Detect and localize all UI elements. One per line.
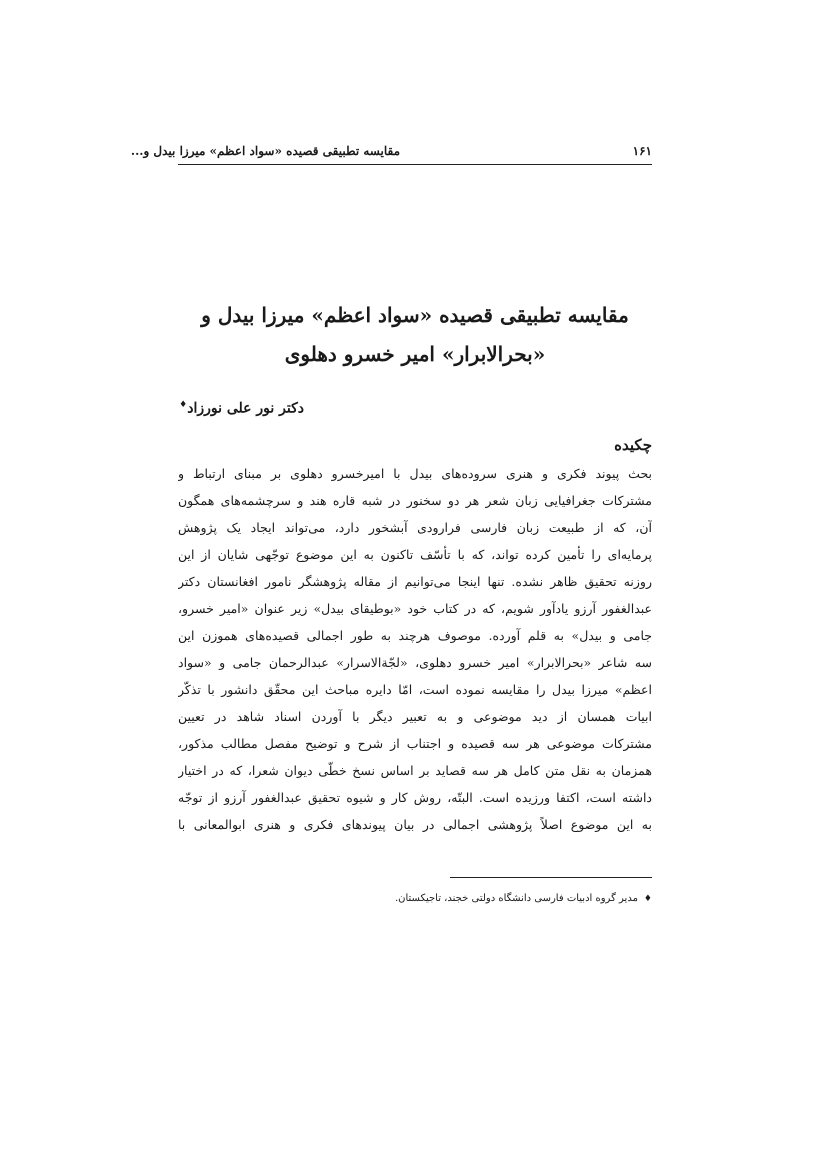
- abstract-heading: چکیده: [614, 436, 652, 454]
- abstract-line: سه شاعر «بحرالابرار» امیر خسرو دهلوی، «لجّةالاسرار» عبدالرحمان جامی و «سواد: [178, 655, 652, 670]
- abstract-line: پرمایه‌ای را تأمین کرده تواند، که با تأسّف تاکنون به این موضوع توجّهی شایان از این: [178, 547, 652, 562]
- abstract-line: عبدالغفور آرزو یادآور شویم، که در کتاب خود «بوطیقای بیدل» زیر عنوان «امیر خسرو،: [178, 601, 652, 616]
- author-name: دکتر نور علی نورزاد: [187, 400, 304, 417]
- abstract-line: مشترکات جغرافیایی زبان شعر هر دو سخنور در شبه قاره هند و سرچشمه‌های همگون: [178, 493, 652, 508]
- abstract-line: جامی و بیدل» به قلم آورده. موصوف هرچند به طور اجمالی قصیده‌های هموزن این: [178, 628, 652, 643]
- article-title: [178, 296, 652, 374]
- abstract-line: روزنه تحقیق ظاهر نشده. تنها اینجا می‌توانیم از مقاله پژوهشگر نامور افغانستان دکتر: [178, 574, 652, 589]
- author-footnote-marker: ♦: [179, 400, 188, 410]
- abstract-line: مشترکات موضوعی هر سه قصیده و اجتناب از شرح و توضیح مفصل مطالب مذکور،: [178, 736, 652, 751]
- abstract-line: اعظم» میرزا بیدل را مقایسه نموده است، امّا دایره مباحث این محقّق دانشور با تذکّر: [178, 682, 652, 697]
- running-header: [130, 142, 652, 165]
- footnote-marker: ♦: [643, 894, 652, 904]
- footnote-separator: [450, 877, 652, 878]
- abstract-line: بحث پیوند فکری و هنری سروده‌های بیدل با امیرخسرو دهلوی بر مبنای ارتباط و: [178, 466, 652, 481]
- abstract-line: آن، که از طبیعت زبان فارسی فرارودی آبشخور دارد، می‌تواند ایجاد یک پژوهش: [178, 520, 652, 535]
- footnote-text: مدیر گروه ادبیات فارسی دانشگاه دولتی خجند، تاجیکستان.: [394, 893, 638, 904]
- author-byline: [179, 400, 304, 417]
- article-title-line-2: «بحرالابرار» امیر خسرو دهلوی: [284, 342, 546, 366]
- page-number: ۱۶۱: [632, 144, 652, 158]
- footnote: [395, 893, 652, 904]
- running-title: مقایسه تطبیقی قصیده «سواد اعظم» میرزا بیدل و...: [130, 144, 400, 158]
- abstract-line: ابیات همسان از دید موضوعی و به تعبیر دیگر با آوردن اسناد شاهد در تعیین: [178, 709, 652, 724]
- article-title-line-1: مقایسه تطبیقی قصیده «سواد اعظم» میرزا بیدل و: [201, 303, 629, 327]
- abstract-body: [178, 460, 652, 838]
- abstract-line: به این موضوع اصلاً پژوهشی اجمالی در بیان پیوندهای فکری و هنری ابوالمعانی با: [178, 817, 652, 832]
- abstract-line: همزمان به نقل متن کامل هر سه قصاید بر اساس نسخ خطّی دیوان شعرا، که در اختیار: [178, 763, 652, 778]
- abstract-line: داشته است، اکتفا ورزیده است. البتّه، روش کار و شیوه تحقیق عبدالغفور آرزو از توجّه: [178, 790, 652, 805]
